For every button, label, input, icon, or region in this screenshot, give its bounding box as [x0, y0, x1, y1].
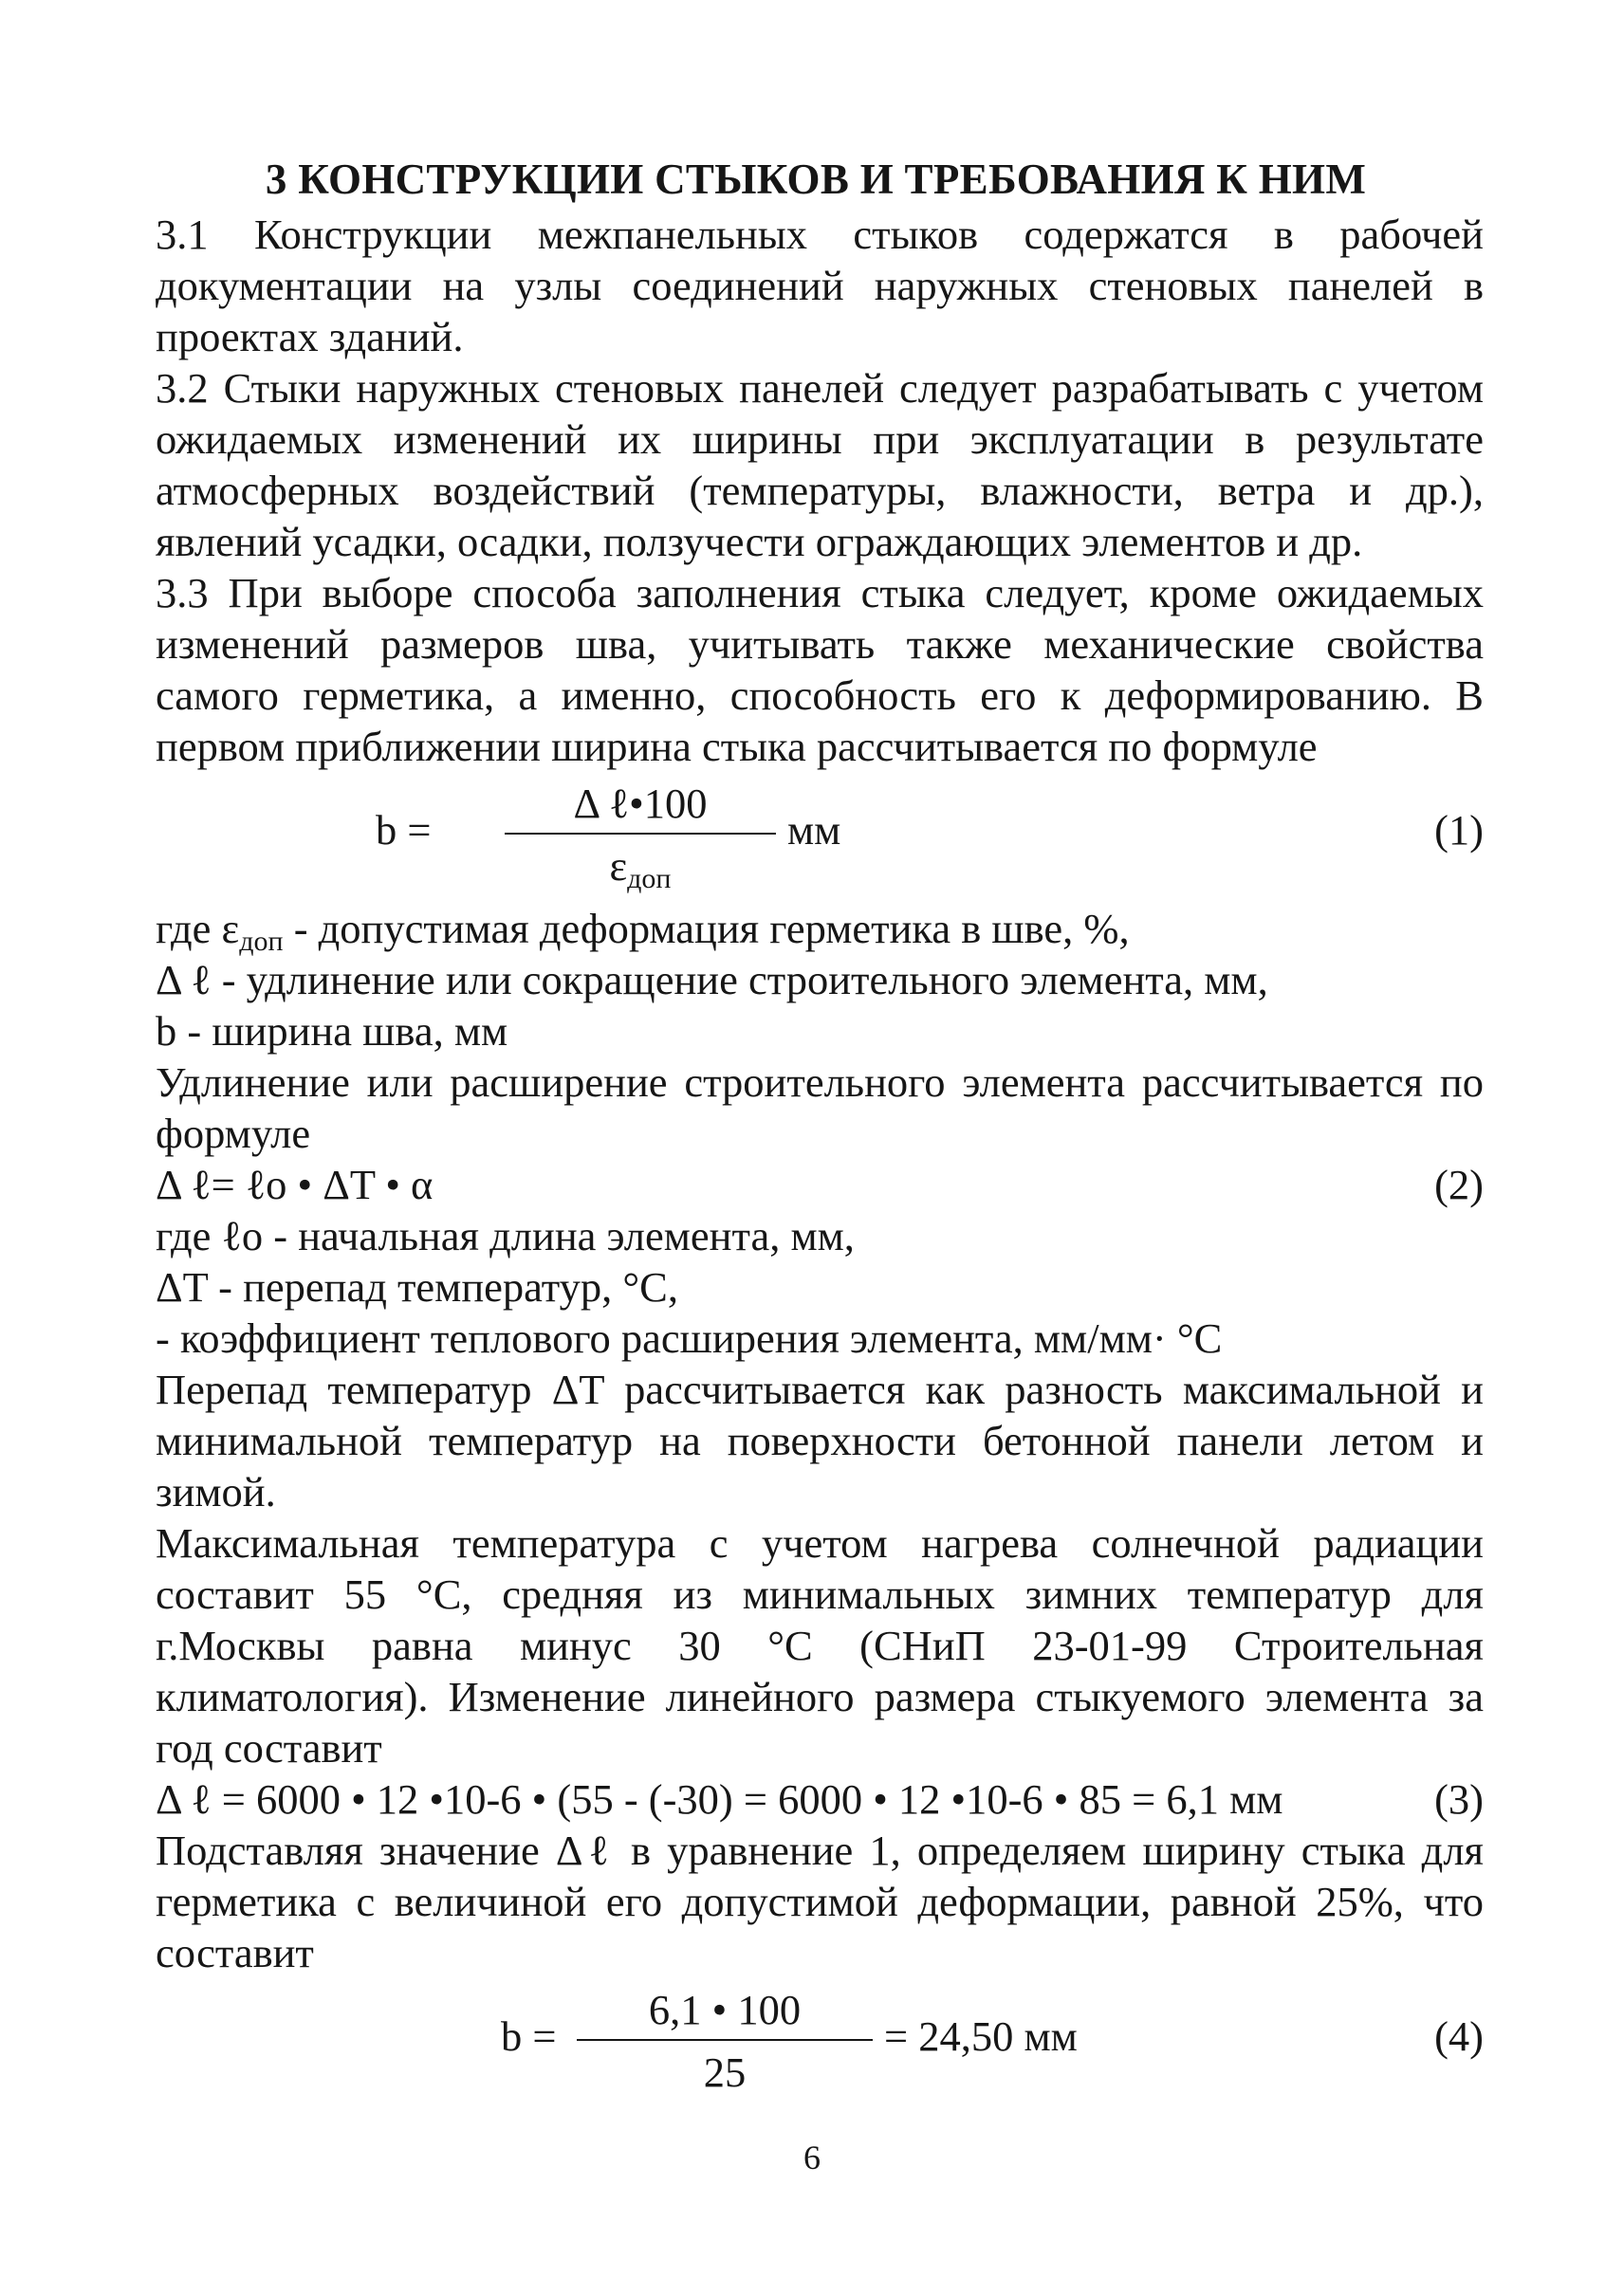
equation-4-result: = 24,50 мм [884, 2012, 1078, 2060]
paragraph-temperature-difference: Перепад температур ΔT рассчитывается как разность максимальной и минимальной температур на поверхности бетонной панели летом и зимой. [156, 1366, 1484, 1515]
equation-1 [156, 778, 1484, 895]
equation-2 [156, 1159, 1484, 1210]
equation-4-numerator: 6,1 • 100 [648, 1986, 802, 2033]
equation-3-number: (3) [1434, 1775, 1484, 1823]
equation-1-number: (1) [1434, 806, 1484, 854]
equation-1-denominator: $\varepsilon_{доп}$ [609, 842, 672, 894]
equation-4 [156, 1984, 1484, 2102]
equation-1-fraction-bar [505, 833, 776, 835]
equation-1-numerator: Δ ℓ•100 [573, 780, 708, 827]
where-epsilon-line: где $\varepsilon_{доп}$ - допустимая деформация герметика в шве, %, [156, 905, 1130, 957]
paragraph-max-temperature: Максимальная температура с учетом нагрева солнечной радиации составит 55 °С, средняя из минимальных зимних температур для г.Москвы равна минус 30 °С (СНиП 23-01-99 Строительная климатология). Изменение линейного размера стыкуемого элемента за год составит [156, 1519, 1484, 1772]
where-b-line: b - ширина шва, мм [156, 1007, 508, 1055]
equation-2-number: (2) [1434, 1161, 1484, 1208]
paragraph-3-1: 3.1 Конструкции межпанельных стыков содержатся в рабочей документации на узлы соединений наружных стеновых панелей в проектах зданий. [156, 211, 1484, 360]
paragraph-substitution: Подставляя значение Δℓ в уравнение 1, определяем ширину стыка для герметика с величиной его допустимой деформации, равной 25%, что составит [156, 1827, 1484, 1976]
equation-1-lhs: b = [376, 806, 432, 854]
equation-4-lhs: b = [501, 2012, 557, 2060]
where-alpha-line: - коэффициент теплового расширения элемента, мм/мм· °С [156, 1314, 1223, 1362]
equation-3-text: Δ ℓ = 6000 • 12 •10-6 • (55 - (-30) = 6000 • 12 •10-6 • 85 = 6,1 мм [156, 1775, 1283, 1823]
section-heading: 3 КОНСТРУКЦИИ СТЫКОВ И ТРЕБОВАНИЯ К НИМ [265, 156, 1367, 203]
equation-4-number: (4) [1434, 2012, 1484, 2060]
where-delta-l-line: Δ ℓ - удлинение или сокращение строительного элемента, мм, [156, 956, 1268, 1003]
where-delta-t-line: ΔT - перепад температур, °С, [156, 1263, 678, 1311]
equation-4-fraction-bar [577, 2039, 873, 2041]
paragraph-3-2: 3.2 Стыки наружных стеновых панелей следует разрабатывать с учетом ожидаемых изменений их ширины при эксплуатации в результате атмосферных воздействий (температуры, влажности, ветра и др.), явлений усадки, осадки, ползучести ограждающих элементов и др. [156, 364, 1484, 565]
paragraph-3-3: 3.3 При выборе способа заполнения стыка следует, кроме ожидаемых изменений размеров шва, учитывать также механические свойства самого герметика, а именно, способность его к деформированию. В первом приближении ширина стыка рассчитывается по формуле [156, 569, 1484, 770]
where-l0-line: где ℓo - начальная длина элемента, мм, [156, 1212, 855, 1259]
equation-3 [156, 1773, 1484, 1825]
equation-4-denominator: 25 [703, 2048, 747, 2096]
paragraph-elongation: Удлинение или расширение строительного элемента рассчитывается по формуле [156, 1058, 1484, 1157]
equation-2-text: Δ ℓ= ℓo • ΔT • α [156, 1161, 434, 1208]
equation-1-unit: мм [787, 806, 841, 854]
page-number: 6 [803, 2139, 821, 2177]
